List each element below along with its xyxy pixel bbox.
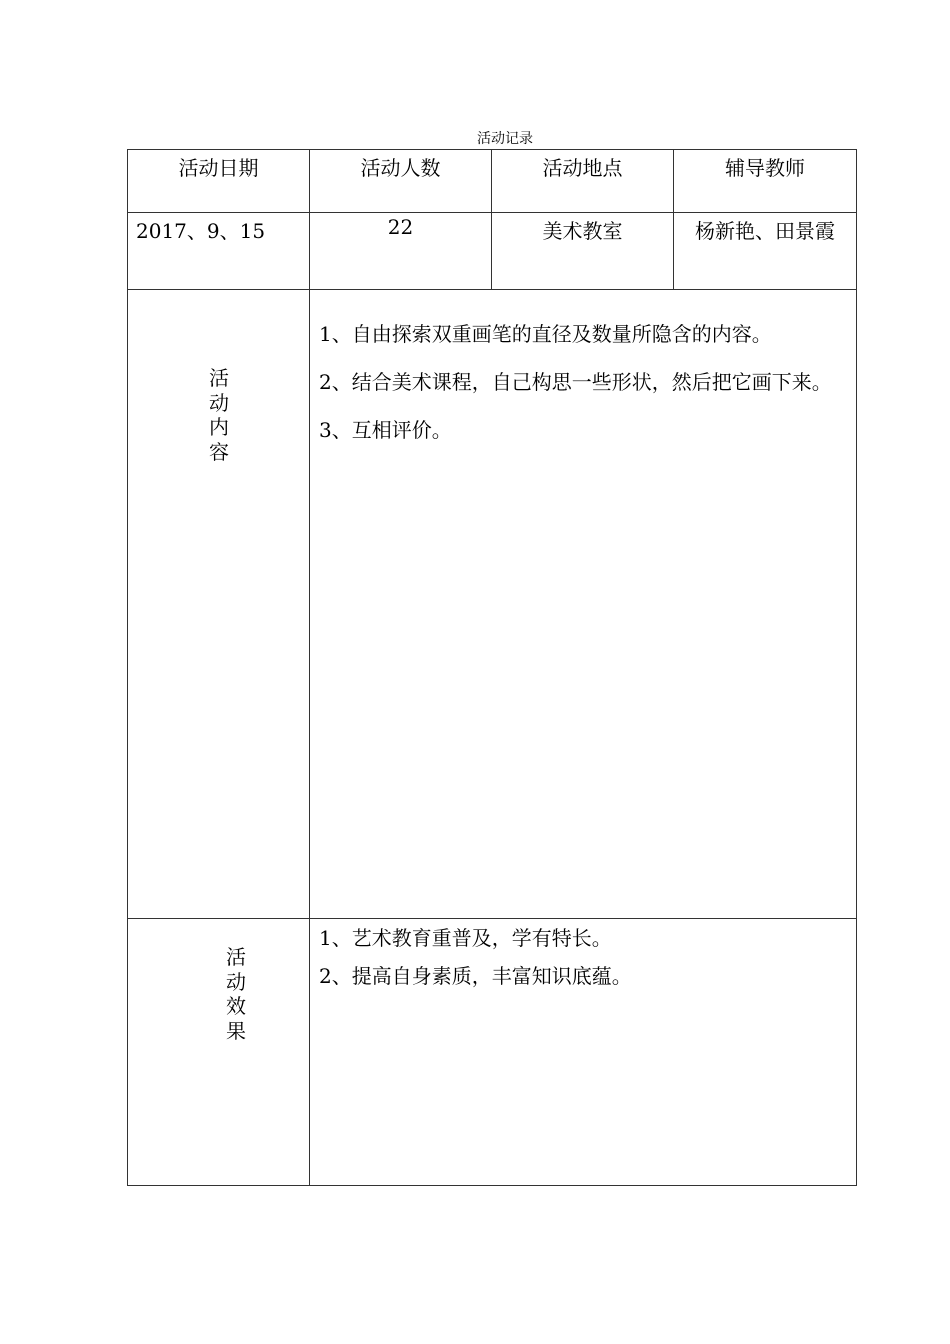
effect-label-char: 动 [226, 969, 246, 994]
effect-label-cell [128, 919, 310, 1186]
record-row [128, 213, 857, 290]
effect-label-char: 活 [226, 945, 246, 969]
content-label-char: 活 [209, 366, 229, 390]
effect-label-char: 效 [226, 994, 246, 1018]
content-row [128, 290, 857, 919]
effect-label [226, 945, 246, 1043]
content-item: 2、结合美术课程，自己构思一些形状，然后把它画下来。 [319, 370, 832, 394]
content-label-char: 内 [209, 415, 229, 439]
record-location: 美术教室 [492, 213, 674, 290]
content-body-cell [310, 290, 857, 919]
header-location: 活动地点 [492, 150, 674, 213]
effect-body-cell [310, 919, 857, 1186]
effect-row [128, 919, 857, 1186]
activity-record-table [127, 149, 857, 1186]
document-title: 活动记录 [477, 131, 533, 147]
header-row [128, 150, 857, 213]
effect-list [310, 919, 856, 995]
content-label-char: 动 [209, 390, 229, 415]
effect-item: 1、艺术教育重普及，学有特长。 [319, 926, 612, 950]
header-teachers: 辅导教师 [674, 150, 857, 213]
effect-label-char: 果 [226, 1018, 246, 1043]
header-date: 活动日期 [128, 150, 310, 213]
record-teachers: 杨新艳、田景霞 [674, 213, 857, 290]
effect-item: 2、提高自身素质，丰富知识底蕴。 [319, 964, 632, 988]
header-count: 活动人数 [310, 150, 492, 213]
content-label-char: 容 [209, 439, 229, 464]
record-count: 22 [310, 213, 492, 290]
content-item: 1、自由探索双重画笔的直径及数量所隐含的内容。 [319, 322, 772, 346]
content-label [209, 366, 229, 464]
content-list [310, 290, 856, 448]
record-date: 2017、9、15 [128, 213, 310, 290]
content-label-cell [128, 290, 310, 919]
content-item: 3、互相评价。 [319, 418, 452, 442]
